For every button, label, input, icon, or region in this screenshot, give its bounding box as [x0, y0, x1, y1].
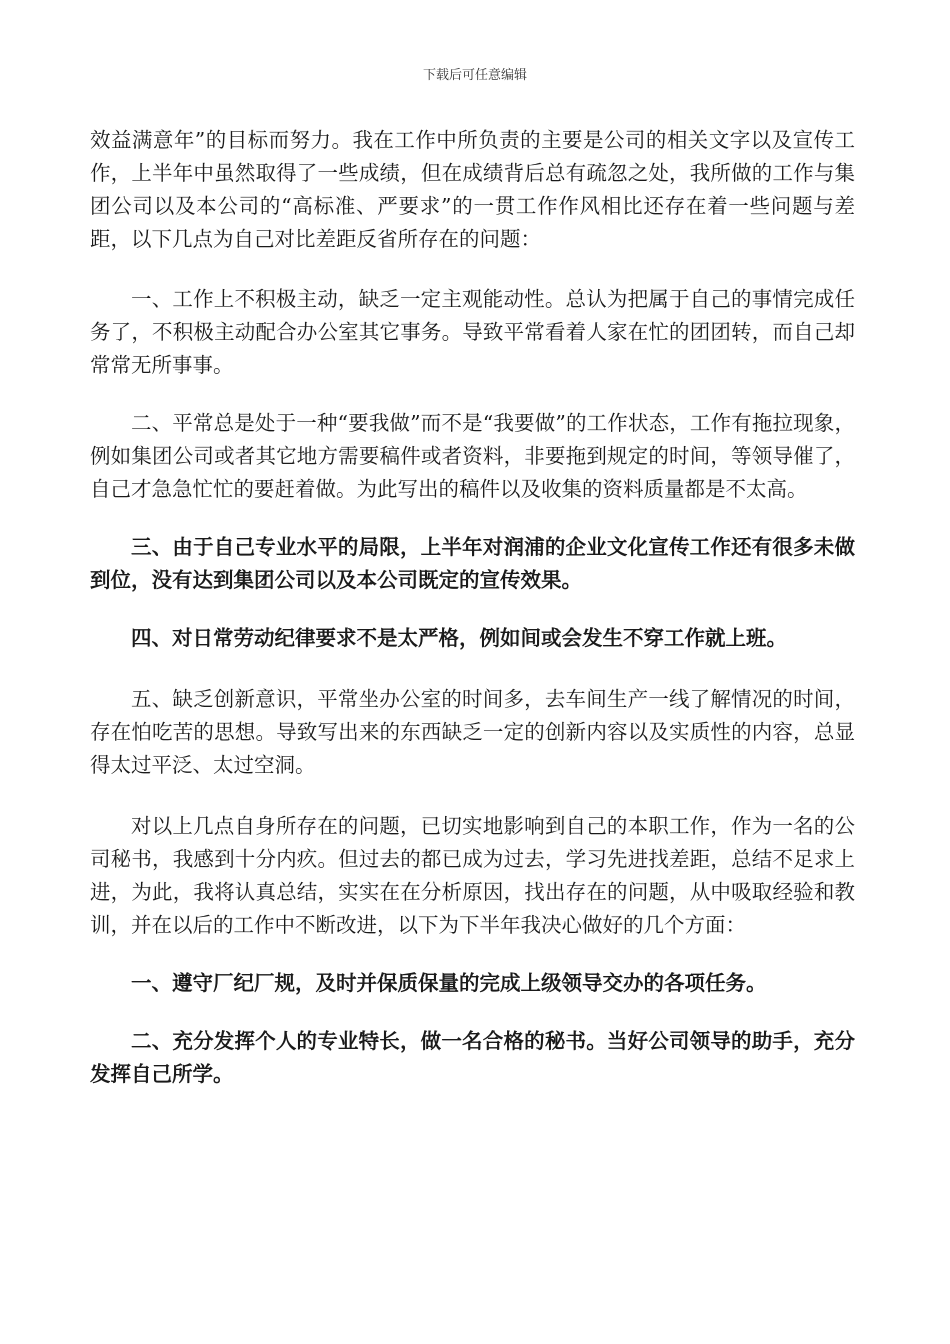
- paragraph-issue-2: 二、平常总是处于一种“要我做”而不是“我要做”的工作状态，工作有拖拉现象，例如集团公司或者其它地方需要稿件或者资料，非要拖到规定的时间，等领导催了，自己才急急忙忙的要赶着做。为此写出的稿件以及收集的资料质量都是不太高。: [90, 411, 855, 501]
- paragraph-plan-1: 一、遵守厂纪厂规，及时并保质保量的完成上级领导交办的各项任务。: [131, 971, 767, 995]
- paragraph-summary: 对以上几点自身所存在的问题，已切实地影响到自己的本职工作，作为一名的公司秘书，我感到十分内疚。但过去的都已成为过去，学习先进找差距，总结不足求上进，为此，我将认真总结，实实在在分析原因，找出存在的问题，从中吸取经验和教训，并在以后的工作中不断改进，以下为下半年我决心做好的几个方面：: [90, 814, 855, 937]
- paragraph-issue-5: 五、缺乏创新意识，平常坐办公室的时间多，去车间生产一线了解情况的时间，存在怕吃苦的思想。导致写出来的东西缺乏一定的创新内容以及实质性的内容，总显得太过平泛、太过空洞。: [90, 687, 855, 777]
- paragraph-issue-4: 四、对日常劳动纪律要求不是太严格，例如间或会发生不穿工作就上班。: [131, 626, 787, 650]
- paragraph-issue-1: 一、工作上不积极主动，缺乏一定主观能动性。总认为把属于自己的事情完成任务了，不积极主动配合办公室其它事务。导致平常看着人家在忙的团团转，而自己却常常无所事事。: [90, 287, 855, 377]
- document-body: [90, 124, 855, 1116]
- paragraph-issue-3: 三、由于自己专业水平的局限，上半年对润浦的企业文化宣传工作还有很多未做到位，没有达到集团公司以及本公司既定的宣传效果。: [90, 535, 855, 592]
- page-header-note: 下载后可任意编辑: [422, 68, 527, 83]
- paragraph-intro: 效益满意年”的目标而努力。我在工作中所负责的主要是公司的相关文字以及宣传工作，上半年中虽然取得了一些成绩，但在成绩背后总有疏忽之处，我所做的工作与集团公司以及本公司的“高标准、严要求”的一贯工作作风相比还存在着一些问题与差距，以下几点为自己对比差距反省所存在的问题：: [90, 128, 855, 251]
- paragraph-plan-2: 二、充分发挥个人的专业特长，做一名合格的秘书。当好公司领导的助手，充分发挥自己所学。: [90, 1029, 855, 1086]
